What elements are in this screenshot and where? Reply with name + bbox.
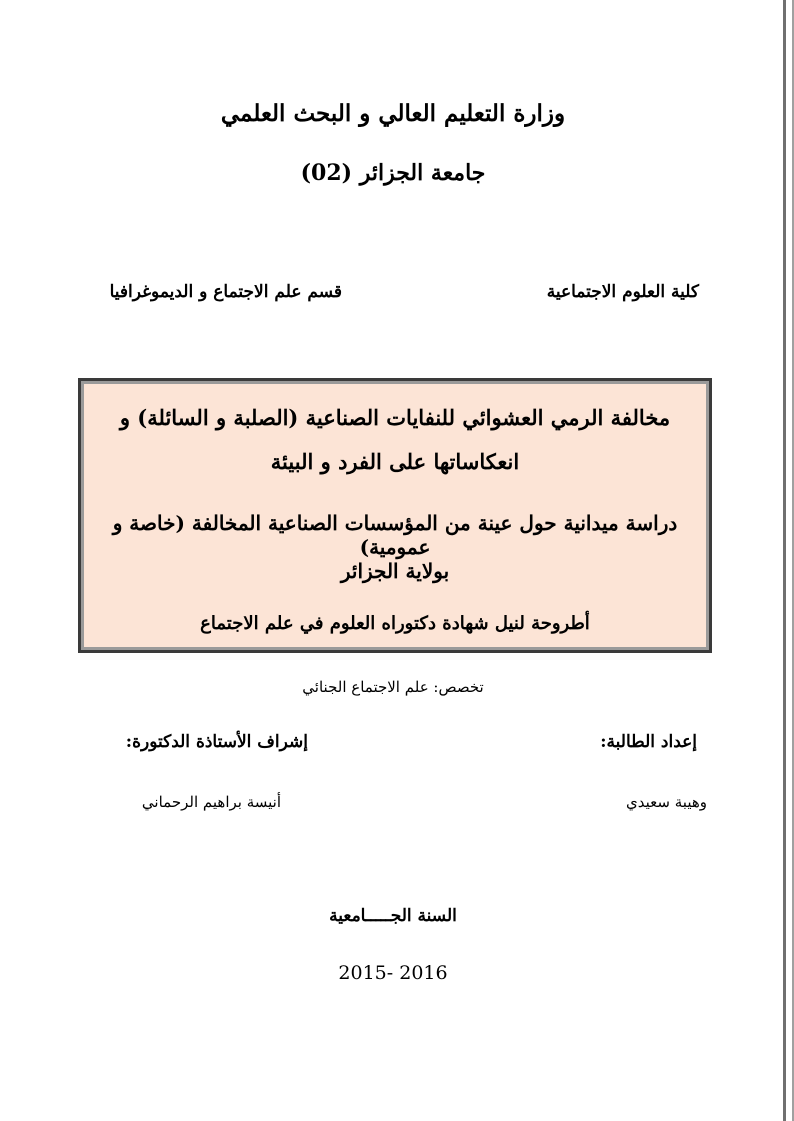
prepared-by-label: إعداد الطالبة: <box>600 732 697 752</box>
academic-year-value: 2016 -2015 <box>338 962 448 984</box>
faculty-name: كلية العلوم الاجتماعية <box>546 282 699 302</box>
thesis-subtitle-line-1: دراسة ميدانية حول عينة من المؤسسات الصناعية المخالفة (خاصة و عمومية) <box>112 511 678 559</box>
supervision-label: إشراف الأستاذة الدكتورة: <box>125 732 308 752</box>
thesis-title-line-1: مخالفة الرمي العشوائي للنفايات الصناعية (الصلبة و السائلة) و <box>119 405 671 430</box>
department-name: قسم علم الاجتماع و الديموغرافيا <box>109 282 342 302</box>
student-name: وهيبة سعيدي <box>626 793 707 811</box>
thesis-subtitle-line-2: بولاية الجزائر <box>340 559 450 583</box>
supervisor-name: أنيسة براهيم الرحماني <box>141 793 281 811</box>
academic-year-label: السنة الجـــــامعية <box>329 906 457 926</box>
university-heading: جامعة الجزائر (02) <box>300 160 486 186</box>
thesis-title-line-2: انعكاساتها على الفرد و البيئة <box>270 449 520 474</box>
degree-statement: أطروحة لنيل شهادة دكتوراه العلوم في علم الاجتماع <box>200 613 590 634</box>
ministry-heading: وزارة التعليم العالي و البحث العلمي <box>220 100 566 127</box>
specialty-line: تخصص: علم الاجتماع الجنائي <box>302 678 484 696</box>
thesis-title-box <box>78 378 712 653</box>
